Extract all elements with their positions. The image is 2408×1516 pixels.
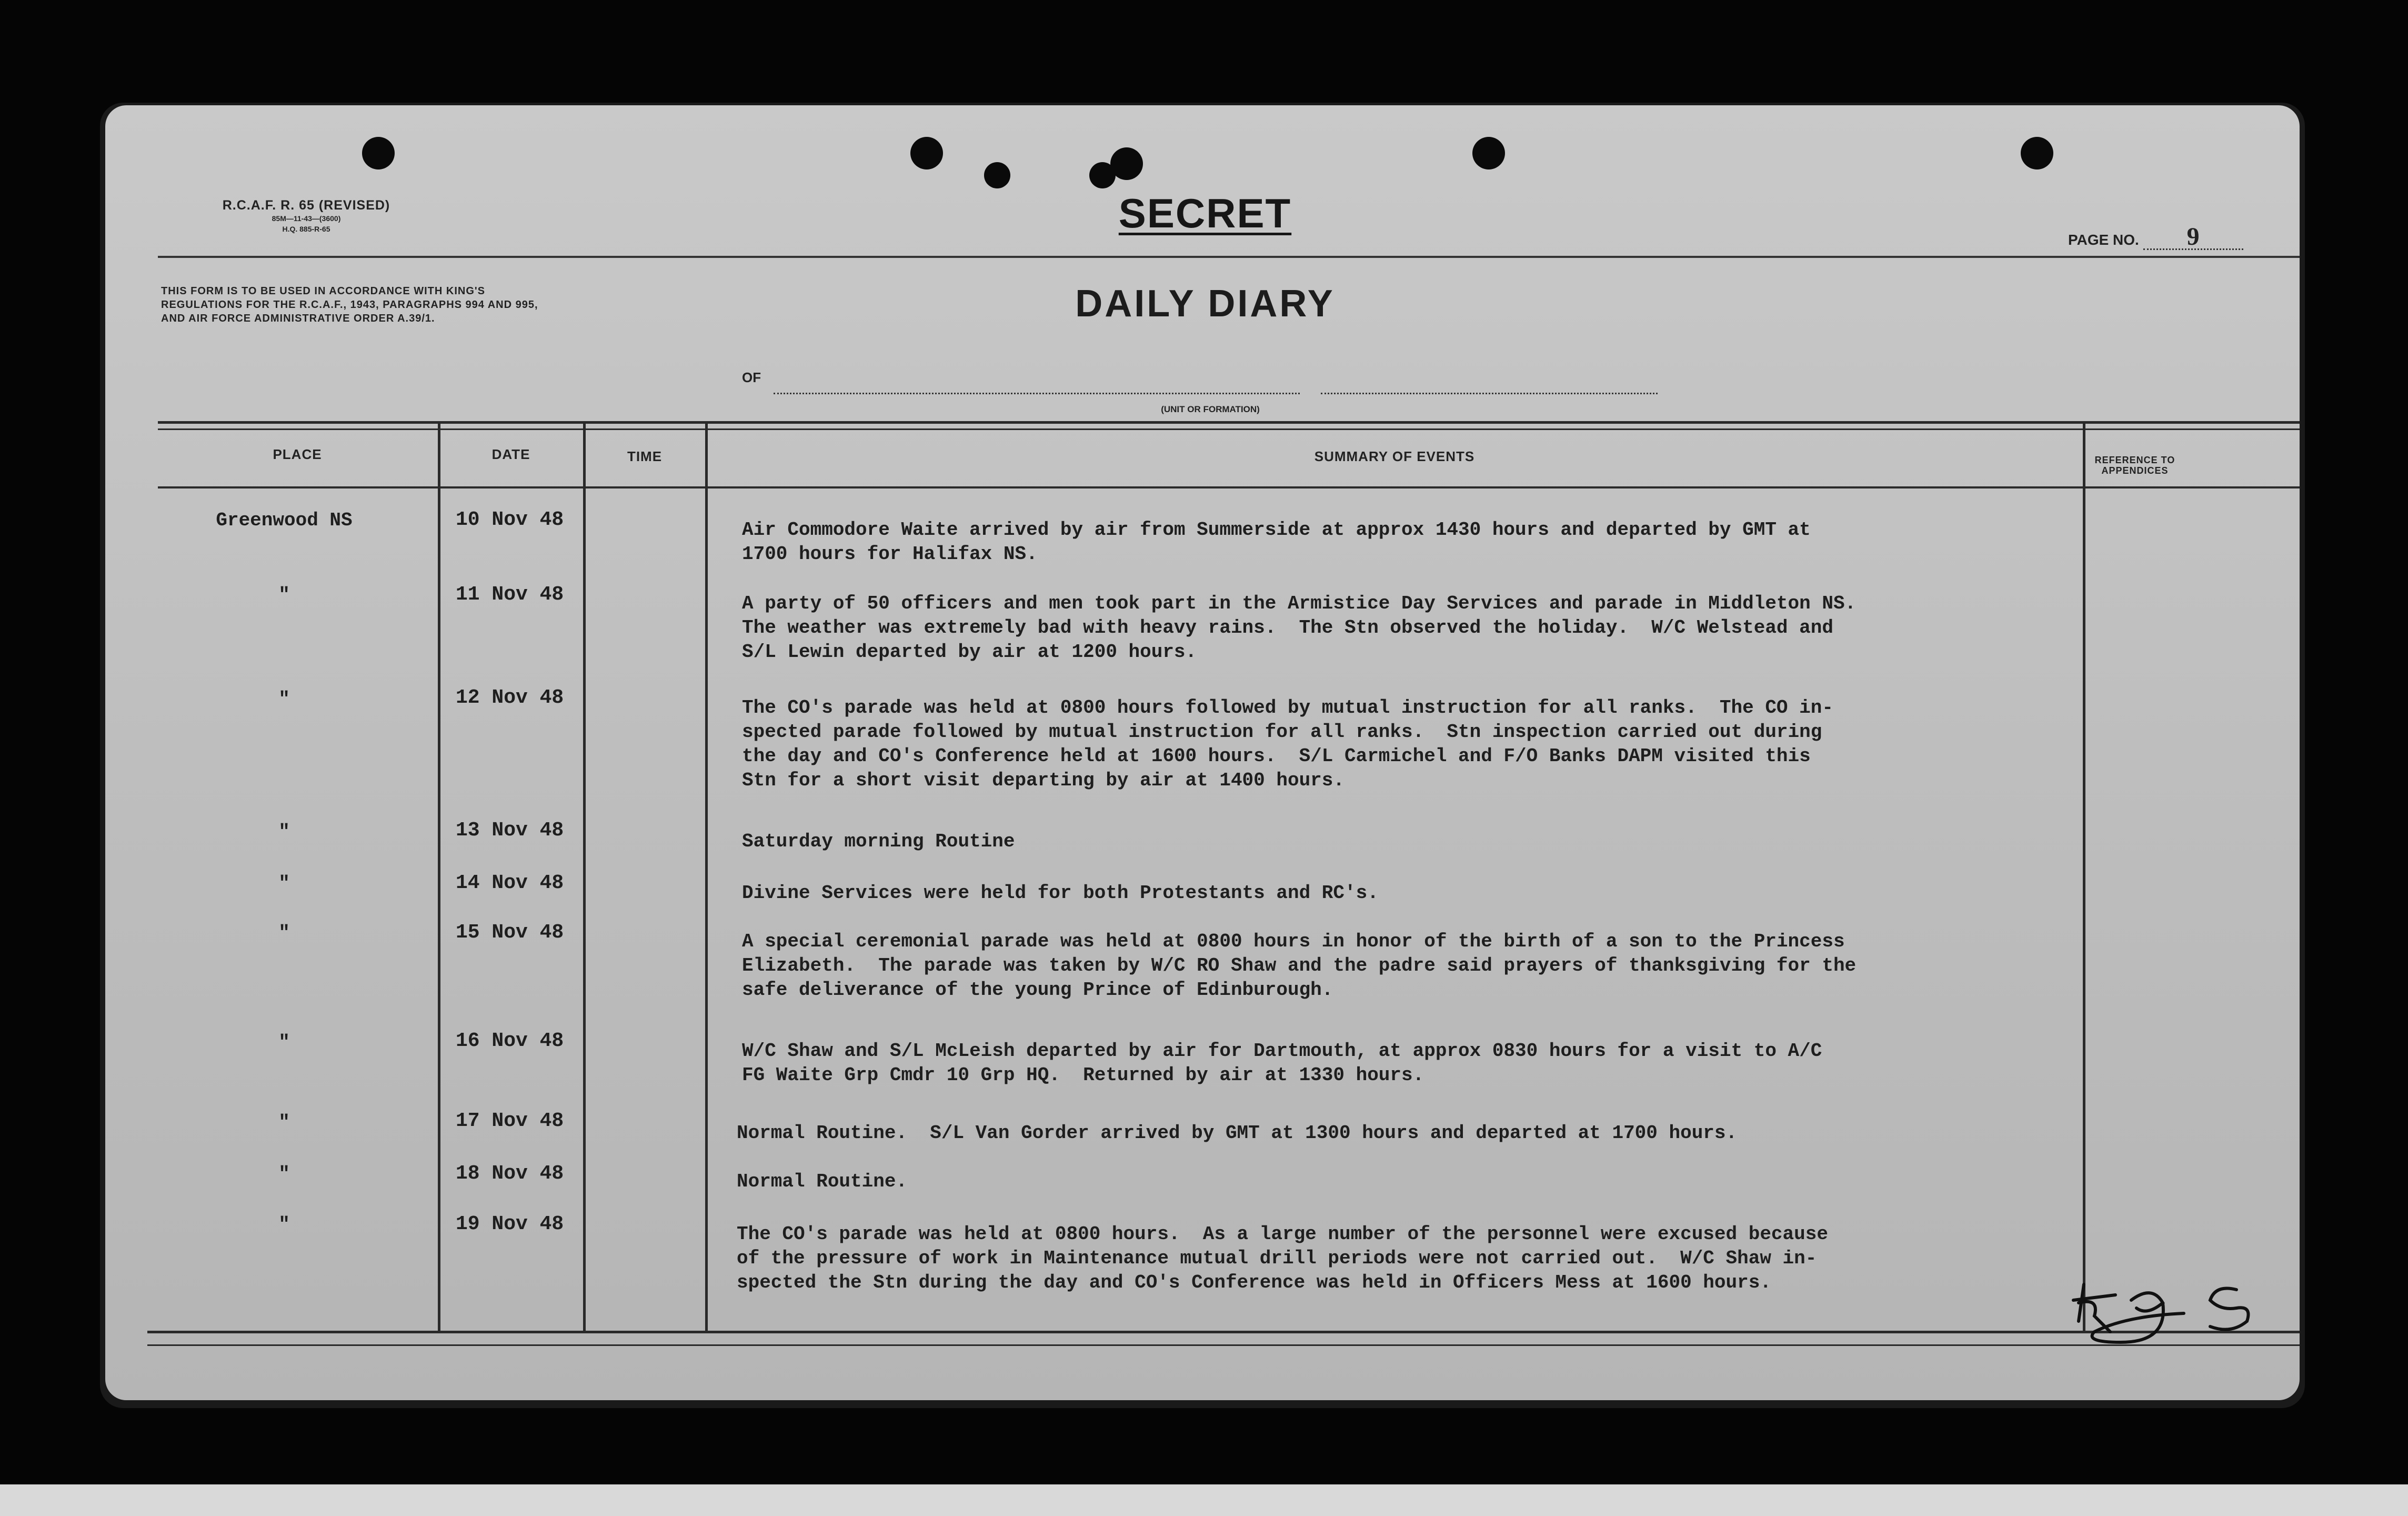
column-divider [438,421,440,1332]
page-title: DAILY DIARY [1075,283,1335,325]
unit-blank-line [1321,393,1658,394]
punch-hole [1110,147,1143,180]
entry-date: 12 Nov 48 [456,686,564,709]
entry-date: 13 Nov 48 [456,819,564,842]
entry-date: 16 Nov 48 [456,1030,564,1052]
page-number-label: PAGE NO. [2068,232,2139,248]
column-divider [583,421,586,1332]
entry-summary: Air Commodore Waite arrived by air from Summerside at approx 1430 hours and departed by GMT at 1700 hours for Halifax NS. [742,519,1811,565]
page-number-value: 9 [2143,225,2243,250]
entry-place: " [278,821,290,843]
entry-summary: A special ceremonial parade was held at 0800 hours in honor of the birth of a son to the Princess Elizabeth. The parade was taken by W/C RO Shaw and the padre said prayers of thanksgiving for the safe deliverance of the young Prince of Edinburough. [742,931,1857,1001]
table-top-rule [158,428,2300,430]
regulations-note: THIS FORM IS TO BE USED IN ACCORDANCE WITH KING'S REGULATIONS FOR THE R.C.A.F., 1943, PARAGRAPHS 994 AND 995, AND AIR FORCE ADMINISTRATIVE ORDER A.39/1. [161,285,538,324]
header-rule [158,256,2300,258]
entry-place: " [278,1214,290,1235]
entry-summary: W/C Shaw and S/L McLeish departed by air for Dartmouth, at approx 0830 hours for a visit to A/C FG Waite Grp Cmdr 10 Grp HQ. Returned by air at 1330 hours. [742,1040,1822,1086]
entry-place: " [278,873,290,894]
entry-date: 17 Nov 48 [456,1110,564,1132]
diary-sheet [105,105,2300,1400]
column-divider [705,421,708,1332]
form-identifier [175,198,438,234]
punch-hole [1472,137,1505,169]
scan-border-strip [0,1484,2408,1516]
form-number: R.C.A.F. R. 65 (REVISED) [222,198,390,213]
entry-place: " [278,1032,290,1053]
entry-summary: Normal Routine. S/L Van Gorder arrived by GMT at 1300 hours and departed at 1700 hours. [737,1122,1738,1144]
page-number-field [2068,225,2243,250]
column-header-rule [158,486,2300,488]
entry-place: Greenwood NS [216,510,353,531]
column-header-place: PLACE [273,446,322,462]
entry-summary: A party of 50 officers and men took part in the Armistice Day Services and parade in Middleton NS. The weather was extremely bad with heavy rains. The Stn observed the holiday. W/C Welstead and S/L Lewin departed by air at 1200 hours. [742,593,1857,663]
form-print-code: 85M—11-43—(3600) [272,214,341,223]
column-header-date: DATE [491,446,530,462]
entry-summary: The CO's parade was held at 0800 hours followed by mutual instruction for all ranks. The CO in- spected parade followed by mutual instruction for all ranks. Stn inspection carried out during the day and CO's Conference held at 1600 hours. S/L Carmichel and F/O Banks DAPM visited this Stn for a short visit departing by air at 1400 hours. [742,697,1833,791]
entry-date: 10 Nov 48 [456,508,564,531]
table-bottom-rule [147,1344,2300,1346]
entry-date: 15 Nov 48 [456,921,564,944]
entry-place: " [278,922,290,944]
punch-hole [984,162,1010,188]
entry-place: " [278,689,290,710]
column-header-time: TIME [627,448,663,464]
punch-hole [362,137,395,169]
entry-place: " [278,1112,290,1133]
column-header-reference: REFERENCE TO APPENDICES [2094,455,2175,476]
unit-blank-line [774,393,1300,394]
entry-place: " [278,584,290,606]
entry-date: 18 Nov 48 [456,1162,564,1185]
entry-summary: Saturday morning Routine [742,831,1015,852]
entry-date: 14 Nov 48 [456,872,564,894]
entry-place: " [278,1163,290,1185]
punch-hole [910,137,943,169]
handwritten-initials [2063,1263,2300,1348]
unit-of-label: OF [742,370,761,385]
table-bottom-rule [147,1331,2300,1333]
entry-summary: The CO's parade was held at 0800 hours. As a large number of the personnel were excused because of the pressure of work in Maintenance mutual drill periods were not carried out. W/C Shaw in- spected the Stn during the day and CO's Conference was held in Officers Mess at 1600 hours. [737,1223,1828,1293]
table-top-rule [158,421,2300,424]
classification-stamp: SECRET [1118,190,1292,236]
entry-summary: Normal Routine. [737,1171,908,1192]
column-header-summary: SUMMARY OF EVENTS [1314,448,1475,464]
entry-summary: Divine Services were held for both Protestants and RC's. [742,882,1379,904]
unit-caption: (UNIT OR FORMATION) [1161,404,1260,414]
entry-date: 11 Nov 48 [456,583,564,606]
punch-hole [2021,137,2053,169]
form-hq-code: H.Q. 885-R-65 [282,225,330,233]
entry-date: 19 Nov 48 [456,1213,564,1235]
